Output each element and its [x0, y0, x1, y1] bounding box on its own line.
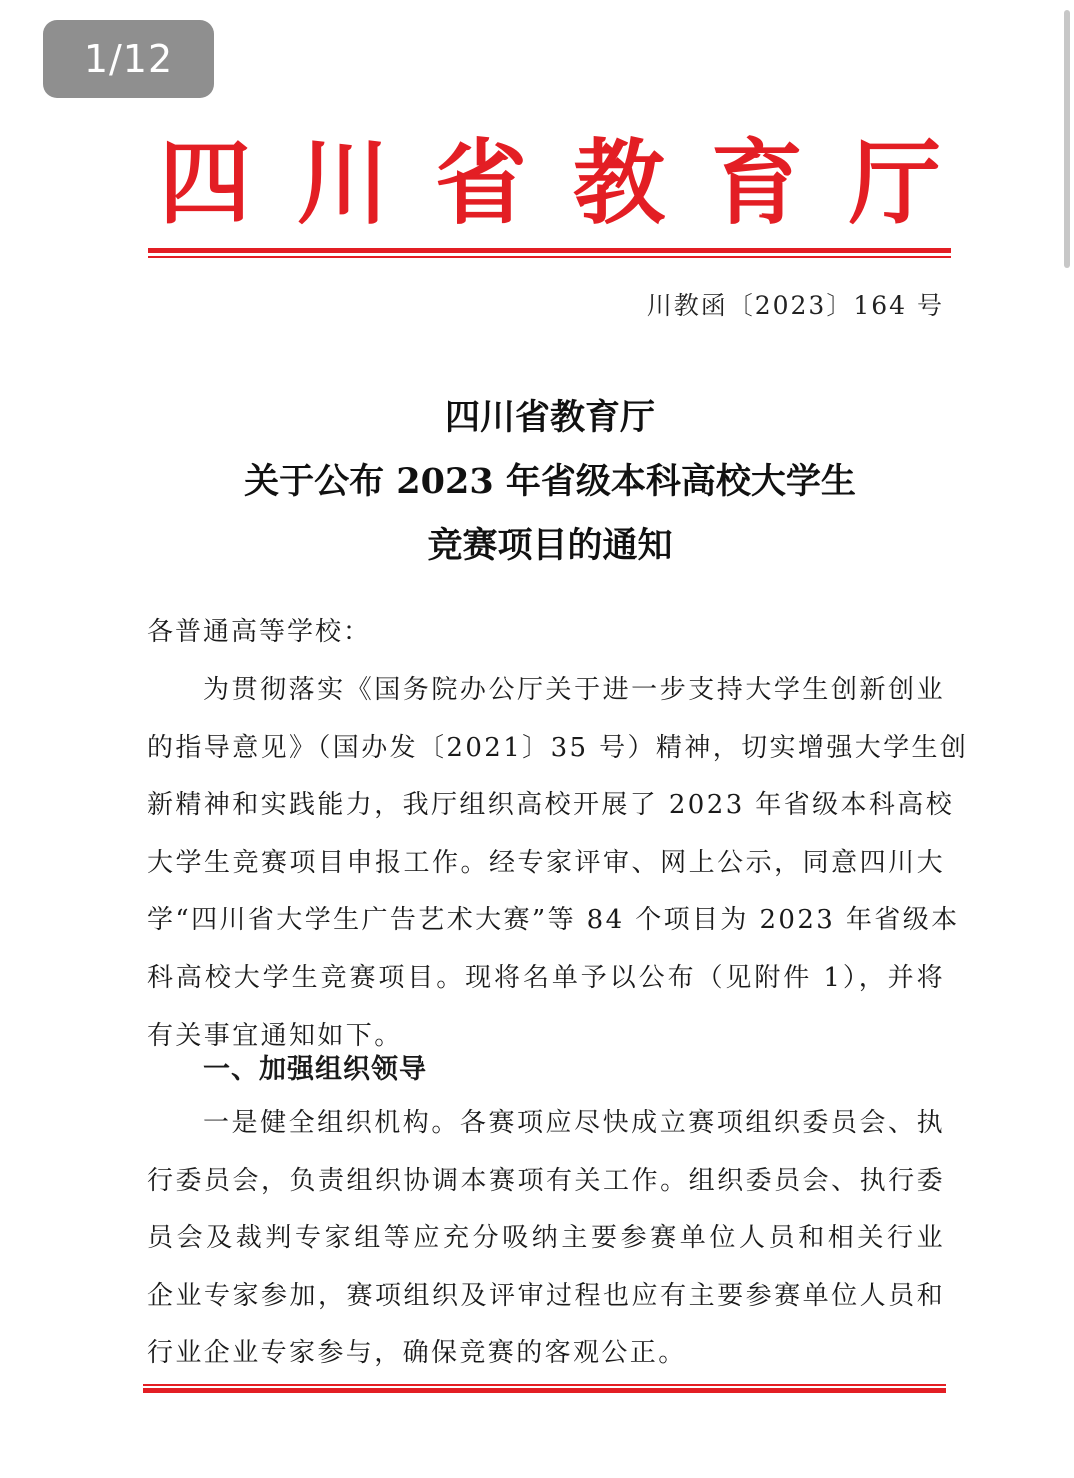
header-rule-thick — [148, 248, 951, 253]
paragraph-line: 新精神和实践能力，我厅组织高校开展了 2023 年省级本科高校 — [147, 790, 955, 821]
footer-rule-thin — [143, 1384, 946, 1386]
doc-number: 川教函〔2023〕164 号 — [646, 291, 944, 320]
title-line: 竞赛项目的通知 — [427, 525, 673, 566]
paragraph-line: 为贯彻落实《国务院办公厅关于进一步支持大学生创新创业 — [203, 675, 945, 705]
org-header-char: 省 — [434, 129, 527, 237]
document-title — [140, 386, 960, 578]
scrollbar-thumb[interactable] — [1064, 10, 1070, 268]
org-header-char: 厅 — [848, 129, 941, 237]
paragraph-line: 企业专家参加，赛项组织及评审过程也应有主要参赛单位人员和 — [147, 1280, 945, 1311]
footer-rule-thick — [143, 1388, 946, 1393]
body-paragraph — [147, 1095, 945, 1383]
org-header-char: 育 — [710, 129, 803, 237]
paragraph-line: 有关事宜通知如下。 — [147, 1020, 403, 1051]
paragraph-line: 学“四川省大学生广告艺术大赛”等 84 个项目为 2023 年省级本 — [147, 905, 960, 936]
paragraph-line: 一是健全组织机构。各赛项应尽快成立赛项组织委员会、执 — [203, 1108, 945, 1138]
paragraph-line: 的指导意见》（国办发〔2021〕35 号）精神，切实增强大学生创 — [147, 732, 969, 763]
title-line: 关于公布 2023 年省级本科高校大学生 — [244, 461, 856, 502]
paragraph-line: 员会及裁判专家组等应充分吸纳主要参赛单位人员和相关行业 — [147, 1223, 945, 1254]
org-header — [150, 128, 950, 238]
paragraph-line: 行业企业专家参与，确保竞赛的客观公正。 — [147, 1338, 687, 1369]
section-heading: 一、加强组织领导 — [203, 1054, 427, 1085]
page-indicator: 1/12 — [43, 20, 214, 98]
paragraph-line: 行委员会，负责组织协调本赛项有关工作。组织委员会、执行委 — [147, 1165, 945, 1196]
title-line: 四川省教育厅 — [444, 397, 655, 438]
paragraph-line: 科高校大学生竞赛项目。现将名单予以公布（见附件 1），并将 — [147, 962, 945, 993]
salutation: 各普通高等学校： — [147, 617, 372, 647]
header-rule-thin — [148, 256, 951, 258]
org-header-char: 四 — [158, 129, 251, 237]
org-header-char: 教 — [572, 129, 665, 237]
paragraph-line: 大学生竞赛项目申报工作。经专家评审、网上公示，同意四川大 — [147, 847, 945, 878]
org-header-char: 川 — [296, 129, 389, 237]
body-paragraph — [147, 662, 969, 1065]
